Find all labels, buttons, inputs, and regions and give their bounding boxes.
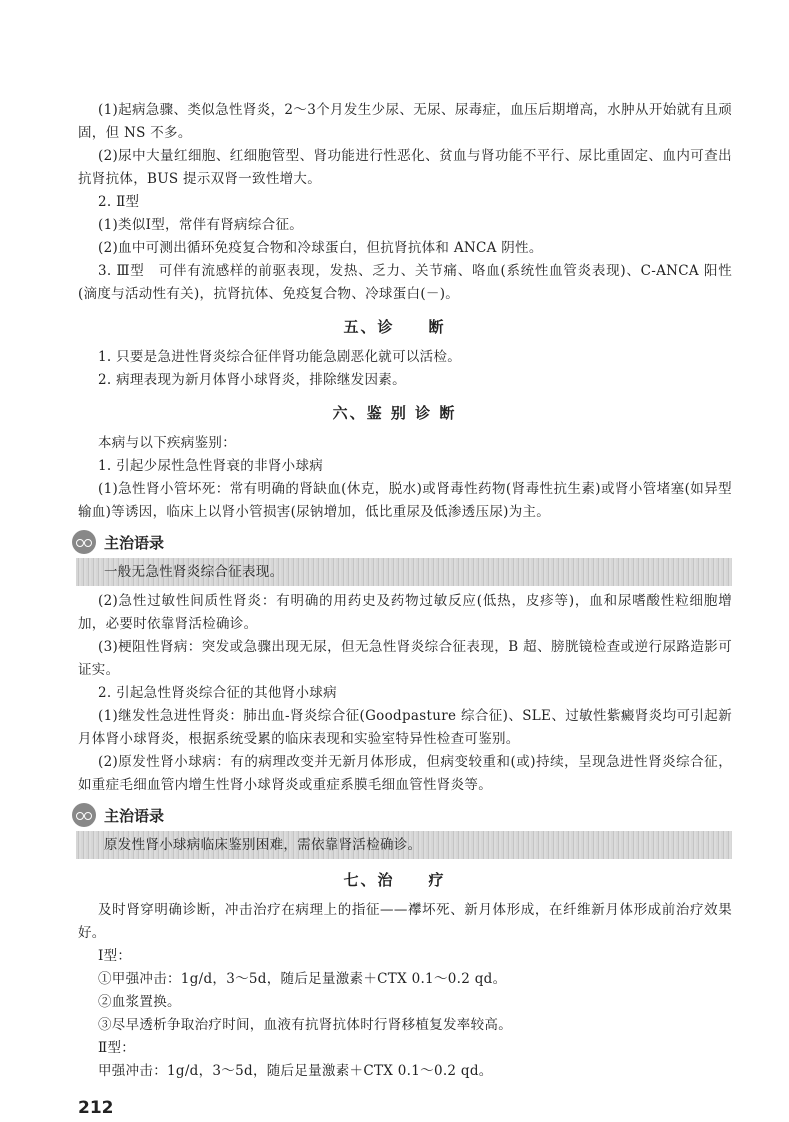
heading-part: 七、治 [343, 871, 395, 889]
heading-part: 五、诊 [343, 318, 395, 336]
note-box: 一般无急性肾炎综合征表现。 [76, 558, 732, 586]
note-box: 原发性肾小球病临床鉴别困难，需依靠肾活检确诊。 [76, 831, 732, 859]
paragraph: 3. Ⅲ型 可伴有流感样的前驱表现，发热、乏力、关节痛、咯血(系统性血管炎表现)、C-ANCA 阳性(滴度与活动性有关)，抗肾抗体、免疫复合物、冷球蛋白(－)。 [78, 263, 732, 302]
paragraph: (2)血中可测出循环免疫复合物和冷球蛋白，但抗肾抗体和 ANCA 阴性。 [98, 240, 543, 256]
paragraph: 1. 引起少尿性急性肾衰的非肾小球病 [98, 458, 324, 474]
paragraph: 2. Ⅱ型 [98, 194, 140, 210]
paragraph: 2. 病理表现为新月体肾小球肾炎，排除继发因素。 [98, 372, 406, 388]
paragraph: 2. 引起急性肾炎综合征的其他肾小球病 [98, 685, 337, 701]
paragraph: ①甲强冲击：1g/d，3～5d，随后足量激素＋CTX 0.1～0.2 qd。 [98, 971, 507, 987]
paragraph: (2)原发性肾小球病：有的病理改变并无新月体形成，但病变较重和(或)持续，呈现急进性肾炎综合征，如重症毛细血管内增生性肾小球肾炎或重症系膜毛细血管性肾炎等。 [78, 754, 732, 793]
paragraph: Ⅱ型： [98, 1040, 136, 1056]
paragraph: 本病与以下疾病鉴别： [98, 435, 236, 451]
paragraph: 甲强冲击：1g/d，3～5d，随后足量激素＋CTX 0.1～0.2 qd。 [98, 1063, 493, 1079]
section-heading-differential: 六、鉴 别 诊 断 [332, 404, 457, 422]
note-title: 主治语录 [104, 806, 165, 825]
section-heading-treatment [0, 869, 789, 891]
paragraph: Ⅰ型： [98, 948, 132, 964]
note-header [72, 528, 732, 556]
voicemail-icon [72, 803, 96, 827]
paragraph: (1)起病急骤、类似急性肾炎，2～3个月发生少尿、无尿、尿毒症，血压后期增高，水肿从开始就有且顽固，但 NS 不多。 [78, 102, 732, 141]
paragraph: ③尽早透析争取治疗时间，血液有抗肾抗体时行肾移植复发率较高。 [98, 1017, 512, 1033]
voicemail-icon [72, 530, 96, 554]
page-number: 212 [78, 1098, 114, 1118]
paragraph: (1)急性肾小管坏死：常有明确的肾缺血(休克，脱水)或肾毒性药物(肾毒性抗生素)或肾小管堵塞(如异型输血)等诱因，临床上以肾小管损害(尿钠增加，低比重尿及低渗透压尿)为主。 [78, 481, 732, 520]
paragraph: (3)梗阻性肾病：突发或急骤出现无尿，但无急性肾炎综合征表现，B 超、膀胱镜检查或逆行尿路造影可证实。 [78, 639, 732, 678]
heading-part: 断 [428, 318, 446, 336]
paragraph: (2)尿中大量红细胞、红细胞管型、肾功能进行性恶化、贫血与肾功能不平行、尿比重固定、血内可查出抗肾抗体，BUS 提示双肾一致性增大。 [78, 148, 732, 187]
paragraph: ②血浆置换。 [98, 994, 181, 1010]
section-heading-diagnosis [0, 316, 789, 338]
paragraph: 1. 只要是急进性肾炎综合征伴肾功能急剧恶化就可以活检。 [98, 349, 462, 365]
heading-part: 疗 [428, 871, 446, 889]
paragraph: 及时肾穿明确诊断，冲击治疗在病理上的指征——襻坏死、新月体形成，在纤维新月体形成前治疗效果好。 [78, 902, 732, 941]
paragraph: (1)继发性急进性肾炎：肺出血-肾炎综合征(Goodpasture 综合征)、SLE、过敏性紫癜肾炎均可引起新月体肾小球肾炎，根据系统受累的临床表现和实验室特异性检查可鉴别。 [78, 708, 732, 747]
paragraph: (2)急性过敏性间质性肾炎：有明确的用药史及药物过敏反应(低热，皮疹等)，血和尿嗜酸性粒细胞增加，必要时依靠肾活检确诊。 [78, 593, 732, 632]
note-title: 主治语录 [104, 533, 165, 552]
note-header [72, 801, 732, 829]
paragraph: (1)类似Ⅰ型，常伴有肾病综合征。 [98, 217, 304, 233]
